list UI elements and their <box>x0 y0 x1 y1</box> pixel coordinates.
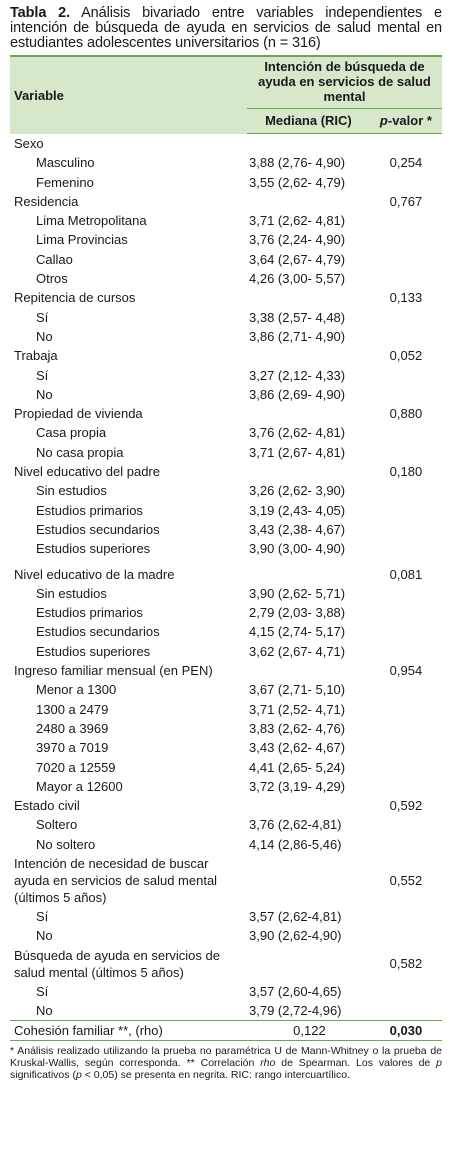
table-row: Estudios primarios 3,19 (2,43- 4,05) <box>36 502 346 518</box>
table-row: Mayor a 12600 3,72 (3,19- 4,29) <box>36 778 346 794</box>
table-row: No 3,79 (2,72-4,96) <box>36 1002 342 1018</box>
table-row: Estado civil 0,592 <box>14 798 423 814</box>
table-row: Sí 3,27 (2,12- 4,33) <box>36 367 346 383</box>
table-row: Sí 3,38 (2,57- 4,48) <box>36 309 346 325</box>
table-row: Masculino 3,88 (2,76- 4,90) 0,254 <box>36 155 423 171</box>
pvalue-header: p-valor * <box>370 109 442 134</box>
table-title <box>10 6 442 51</box>
table-row: Callao 3,64 (2,67- 4,79) <box>36 251 346 267</box>
table-row: 7020 a 12559 4,41 (2,65- 5,24) <box>36 759 346 775</box>
table-row: Casa propia 3,76 (2,62- 4,81) <box>36 425 346 441</box>
table-row: No 3,86 (2,71- 4,90) <box>36 328 346 344</box>
table-row: Femenino 3,55 (2,62- 4,79) <box>36 174 346 190</box>
table-row: Sin estudios 3,90 (2,62- 5,71) <box>36 585 346 601</box>
table-row: Sí 3,57 (2,60-4,65) <box>36 983 342 999</box>
table-row: Sí 3,57 (2,62-4,81) <box>36 908 342 924</box>
table-row: 2480 a 3969 3,83 (2,62- 4,76) <box>36 720 346 736</box>
table-row: Menor a 1300 3,67 (2,71- 5,10) <box>36 682 346 698</box>
table-row: 1300 a 2479 3,71 (2,52- 4,71) <box>36 701 346 717</box>
table-row: Búsqueda de ayuda en servicios de salud mental (últimos 5 años) 0,582 <box>14 947 423 980</box>
table-row: Repitencia de cursos 0,133 <box>14 290 423 306</box>
table-row: Sexo <box>14 135 44 151</box>
table-row: No 3,86 (2,69- 4,90) <box>36 386 346 402</box>
table-body <box>10 134 442 1041</box>
table-row: Lima Provincias 3,76 (2,24- 4,90) <box>36 232 346 248</box>
variable-header: Variable <box>10 56 247 134</box>
table-row: Intención de necesidad de buscar ayuda en servicios de salud mental (últimos 5 años) 0,552 <box>14 855 423 905</box>
table-caption: Análisis bivariado entre variables independientes e intención de búsqueda de ayuda en servicios de salud mental en estudiantes adolescentes universitarios (n = 316) <box>10 5 442 51</box>
median-header: Mediana (RIC) <box>247 109 370 134</box>
table-row: Estudios primarios 2,79 (2,03- 3,88) <box>36 605 346 621</box>
group-header: Intención de búsqueda de ayuda en servicios de salud mental <box>247 56 442 109</box>
table-row: Trabaja 0,052 <box>14 348 423 364</box>
table-row: No soltero 4,14 (2,86-5,46) <box>36 836 342 852</box>
table-row: Nivel educativo del padre 0,180 <box>14 464 423 480</box>
table-row: Otros 4,26 (3,00- 5,57) <box>36 271 346 287</box>
table-row-last: Cohesión familiar **, (rho) 0,122 0,030 <box>10 1021 442 1041</box>
table-row: Propiedad de vivienda 0,880 <box>14 406 423 422</box>
bivariate-table <box>10 55 442 1041</box>
table-row: Residencia 0,767 <box>14 193 423 209</box>
table-row: No 3,90 (2,62-4,90) <box>36 928 342 944</box>
table-footnote: * Análisis realizado utilizando la prueba no paramétrica U de Mann-Whitney o la prueba de Kruskal-Wallis, según corresponda. ** Correlación rho de Spearman. Los valores de p significativos (p < 0,05) se presenta en negrita. RIC: rango intercuartílico. <box>10 1045 442 1082</box>
table-row: Estudios superiores 3,62 (2,67- 4,71) <box>36 643 346 659</box>
table-row: Soltero 3,76 (2,62-4,81) <box>36 817 342 833</box>
table-row: Lima Metropolitana 3,71 (2,62- 4,81) <box>36 213 346 229</box>
table-row: No casa propia 3,71 (2,67- 4,81) <box>36 444 346 460</box>
table-row: Nivel educativo de la madre 0,081 <box>14 566 423 582</box>
table-row: Estudios secundarios 4,15 (2,74- 5,17) <box>36 624 346 640</box>
table-row: Sin estudios 3,26 (2,62- 3,90) <box>36 483 346 499</box>
table-row: Estudios superiores 3,90 (3,00- 4,90) <box>36 541 346 557</box>
table-row: 3970 a 7019 3,43 (2,62- 4,67) <box>36 740 346 756</box>
table-row: Estudios secundarios 3,43 (2,38- 4,67) <box>36 521 346 537</box>
table-row: Ingreso familiar mensual (en PEN) 0,954 <box>14 663 423 679</box>
table-number: Tabla 2. <box>10 5 71 21</box>
